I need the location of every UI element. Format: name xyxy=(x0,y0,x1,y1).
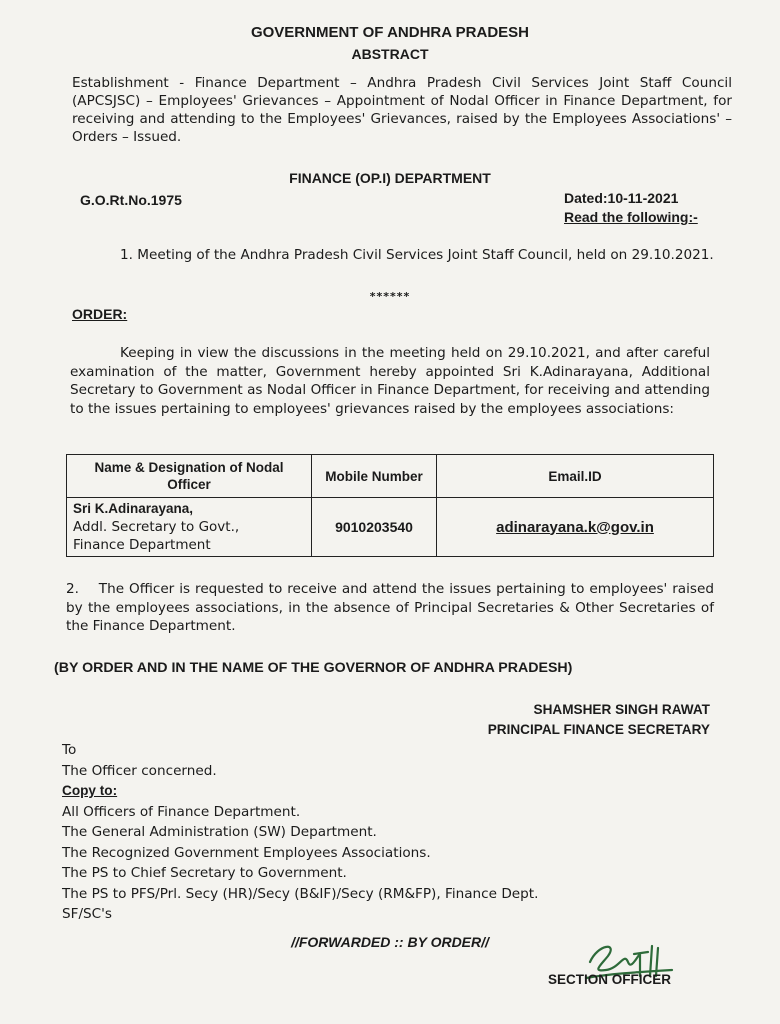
abstract-text: Establishment - Finance Department – Andhra Pradesh Civil Services Joint Staff Council (APCSJSC) – Employees' Grievances – Appointment of Nodal Officer in Finance Department, for receiving and attending to the Employees' Grievances, raised by the Employees Associations' – Orders – Issued. xyxy=(72,75,732,145)
read-following-label: Read the following:- xyxy=(564,209,698,225)
to-label: To xyxy=(62,742,77,758)
signatory-name: SHAMSHER SINGH RAWAT xyxy=(533,702,710,717)
table-header-row xyxy=(67,455,714,498)
list-item: The Recognized Government Employees Associations. xyxy=(62,844,431,861)
table-row xyxy=(67,498,714,557)
order-heading: ORDER: xyxy=(72,306,128,322)
list-item: The General Administration (SW) Department. xyxy=(62,824,377,840)
distribution-block xyxy=(62,740,538,925)
governor-line: (BY ORDER AND IN THE NAME OF THE GOVERNOR OF ANDHRA PRADESH) xyxy=(54,660,573,676)
section-officer-label: SECTION OFFICER xyxy=(548,972,672,987)
signatory-block xyxy=(420,700,710,740)
order-paragraph-1: Keeping in view the discussions in the meeting held on 29.10.2021, and after careful examination of the matter, Government hereby appointed Sri K.Adinarayana, Additional Secretary to Government as Nodal Officer in Finance Department, for receiving and attending to the issues pertaining to employees' grievances raised by the employees associations: xyxy=(70,345,710,417)
cell-name-designation xyxy=(67,498,312,557)
forwarded-line: //FORWARDED :: BY ORDER// xyxy=(291,934,489,950)
signatory-title: PRINCIPAL FINANCE SECRETARY xyxy=(487,722,710,737)
officer-designation: Addl. Secretary to Govt., xyxy=(73,519,240,535)
reference-item: 1. Meeting of the Andhra Pradesh Civil Services Joint Staff Council, held on 29.10.2021. xyxy=(120,247,714,263)
header-name-designation: Name & Designation of Nodal Officer xyxy=(67,455,312,498)
list-item: The PS to PFS/Prl. Secy (HR)/Secy (B&IF)/Secy (RM&FP), Finance Dept. xyxy=(62,885,539,902)
officer-department: Finance Department xyxy=(73,537,211,553)
government-heading: GOVERNMENT OF ANDHRA PRADESH xyxy=(250,24,530,41)
officer-name: Sri K.Adinarayana, xyxy=(73,501,194,516)
order-date: Dated:10-11-2021 xyxy=(564,190,679,206)
to-recipient: The Officer concerned. xyxy=(62,762,217,779)
abstract-label: ABSTRACT xyxy=(351,46,429,62)
list-item: All Officers of Finance Department. xyxy=(62,803,301,820)
cell-mobile: 9010203540 xyxy=(312,498,437,557)
department-heading: FINANCE (OP.I) DEPARTMENT xyxy=(289,170,491,186)
separator: ****** xyxy=(369,290,411,303)
header-mobile: Mobile Number xyxy=(312,455,437,498)
list-item: The PS to Chief Secretary to Government. xyxy=(62,865,347,881)
list-item: SF/SC's xyxy=(62,906,112,922)
nodal-officer-table xyxy=(66,454,714,557)
header-email: Email.ID xyxy=(437,455,714,498)
go-number: G.O.Rt.No.1975 xyxy=(80,192,182,208)
copy-to-label: Copy to: xyxy=(62,783,118,798)
order-paragraph-2: 2. The Officer is requested to receive and attend the issues pertaining to employees' raised by the employees associations, in the absence of Principal Secretaries & Other Secretaries of the Finance Department. xyxy=(66,581,719,634)
email-link[interactable]: adinarayana.k@gov.in xyxy=(437,498,714,557)
